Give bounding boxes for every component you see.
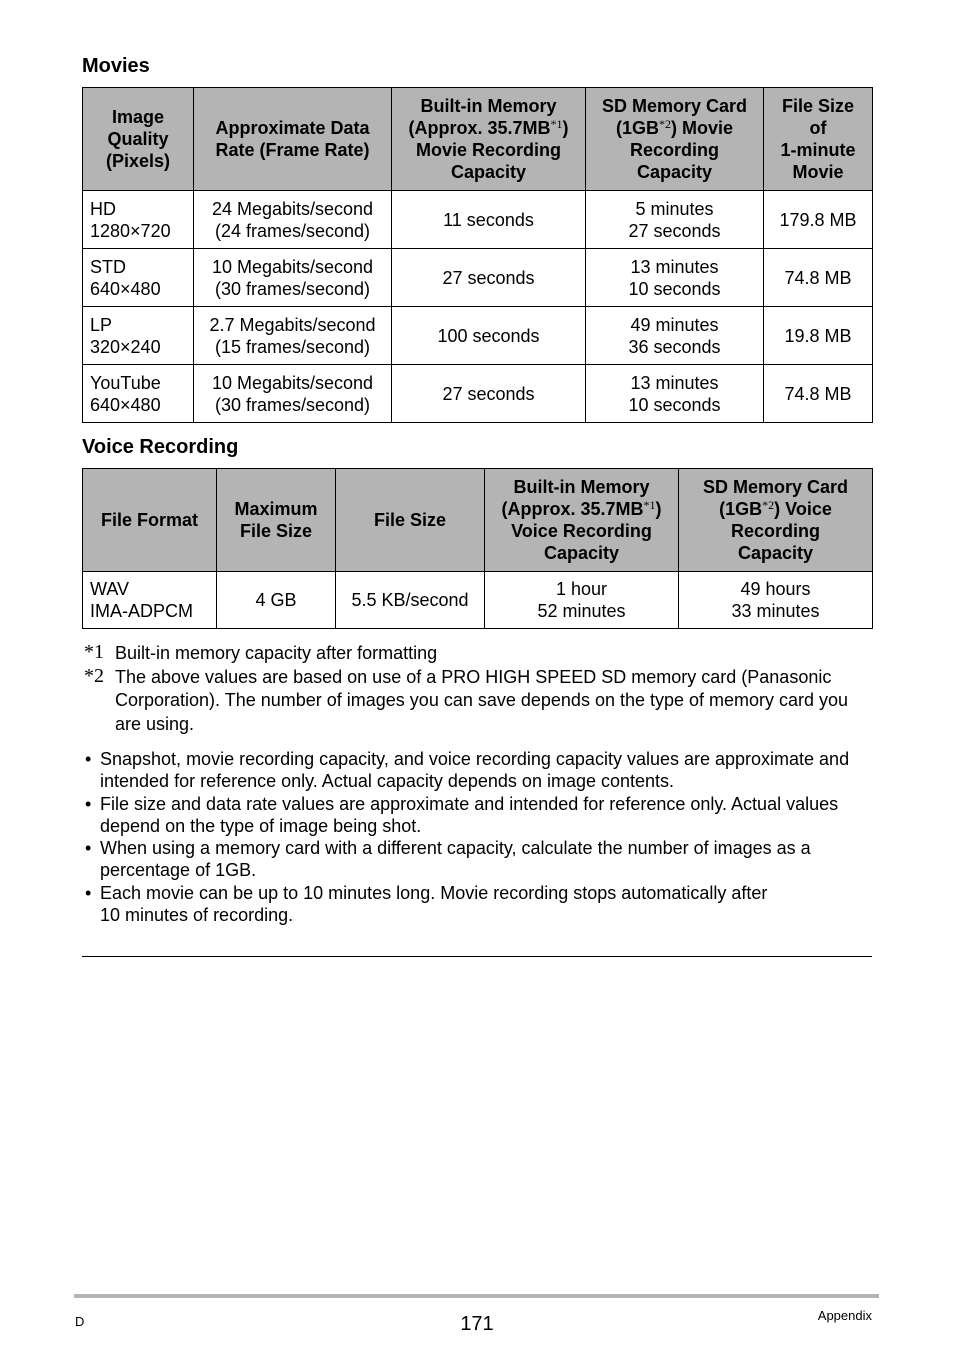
table-cell: 1 hour 52 minutes: [485, 572, 679, 629]
note-item: [82, 748, 872, 793]
page-number: 171: [460, 1313, 494, 1335]
table-cell: 74.8 MB: [764, 365, 873, 423]
column-header-text: SD Memory Card (1GB: [702, 477, 849, 519]
movies-table-body: [83, 191, 873, 423]
table-cell: YouTube 640×480: [83, 365, 194, 423]
column-header-text: ) Movie Recording Capacity: [415, 118, 569, 182]
bullet-icon: •: [85, 749, 92, 769]
column-header: Approximate Data Rate (Frame Rate): [194, 88, 392, 191]
movies-table-header: [83, 88, 873, 191]
bullet-icon: •: [85, 838, 92, 859]
table-cell: 5 minutes 27 seconds: [586, 191, 764, 249]
voice-table-header: [83, 469, 873, 572]
movie-mode-row: [83, 365, 873, 423]
footnote-reference: *1: [643, 498, 656, 512]
table-cell: LP 320×240: [83, 307, 194, 365]
movies-section-title: Movies: [82, 55, 150, 77]
voice-recording-section-title: Voice Recording: [82, 436, 239, 458]
table-cell: 10 Megabits/second (30 frames/second): [194, 365, 392, 423]
table-cell: STD 640×480: [83, 249, 194, 307]
voice-table-body: [83, 572, 873, 629]
table-cell: 13 minutes 10 seconds: [586, 249, 764, 307]
table-cell: 19.8 MB: [764, 307, 873, 365]
note-text: When using a memory card with a different capacity, calculate the number of images as a percentage of 1GB.: [100, 838, 811, 881]
table-cell: 74.8 MB: [764, 249, 873, 307]
movie-mode-row: [83, 249, 873, 307]
column-header: [485, 469, 679, 572]
table-cell: 5.5 KB/second: [336, 572, 485, 629]
column-header-text: Built-in Memory (Approx. 35.7MB: [408, 96, 557, 138]
note-text: File size and data rate values are approximate and intended for reference only. Actual values depend on the type of image being shot.: [100, 793, 839, 836]
column-header: File Size of 1-minute Movie: [764, 88, 873, 191]
note-item: [82, 837, 872, 882]
table-cell: 49 hours 33 minutes: [679, 572, 873, 629]
table-cell: 2.7 Megabits/second (15 frames/second): [194, 307, 392, 365]
table-cell: HD 1280×720: [83, 191, 194, 249]
table-cell: 49 minutes 36 seconds: [586, 307, 764, 365]
footnote-text: The above values are based on use of a PRO HIGH SPEED SD memory card (Panasonic Corporation). The number of images you can save depends on the type of memory card you are using.: [115, 666, 849, 734]
column-header-text: SD Memory Card (1GB: [601, 96, 748, 138]
footer-section-label: Appendix: [817, 1308, 872, 1323]
column-header-text: ) Movie Recording Capacity: [629, 118, 734, 182]
bullet-icon: •: [85, 793, 92, 814]
footer-language-code: D: [75, 1314, 85, 1329]
column-header-text: Built-in Memory (Approx. 35.7MB: [501, 477, 650, 519]
table-cell: 11 seconds: [392, 191, 586, 249]
footnote-1: [82, 642, 872, 666]
movie-mode-row: [83, 307, 873, 365]
footnote-text: Built-in memory capacity after formatting: [115, 643, 438, 663]
column-header: Image Quality (Pixels): [83, 88, 194, 191]
table-cell: 179.8 MB: [764, 191, 873, 249]
column-header: File Format: [83, 469, 217, 572]
table-cell: 4 GB: [217, 572, 336, 629]
movies-capacity-table: [82, 87, 873, 423]
table-cell: 27 seconds: [392, 365, 586, 423]
header-row: [83, 469, 873, 572]
column-header: [392, 88, 586, 191]
header-row: [83, 88, 873, 191]
note-text: Snapshot, movie recording capacity, and voice recording capacity values are approximate and intended for reference only. Actual capacity depends on image contents.: [100, 749, 850, 792]
bullet-icon: •: [85, 882, 92, 903]
footer-divider: [74, 1294, 879, 1298]
footnote-2: [82, 666, 872, 737]
column-header: [679, 469, 873, 572]
column-header: Maximum File Size: [217, 469, 336, 572]
movie-mode-row: [83, 191, 873, 249]
note-item: [82, 793, 872, 838]
footnote-reference: *2: [659, 117, 671, 131]
table-cell: 13 minutes 10 seconds: [586, 365, 764, 423]
notes-list: [82, 748, 872, 926]
voice-format-row: [83, 572, 873, 629]
voice-recording-capacity-table: [82, 468, 873, 629]
footnote-marker: *1: [84, 641, 104, 663]
table-cell: 100 seconds: [392, 307, 586, 365]
section-end-divider: [82, 956, 872, 957]
column-header: File Size: [336, 469, 485, 572]
footnote-reference: *1: [550, 117, 563, 131]
column-header: [586, 88, 764, 191]
table-cell: WAV IMA-ADPCM: [83, 572, 217, 629]
column-header-text: ) Voice Recording Capacity: [730, 499, 832, 563]
column-header-text: ) Voice Recording Capacity: [511, 499, 662, 563]
table-cell: 10 Megabits/second (30 frames/second): [194, 249, 392, 307]
table-cell: 24 Megabits/second (24 frames/second): [194, 191, 392, 249]
footnote-reference: *2: [762, 498, 775, 512]
note-item: [82, 882, 872, 927]
table-cell: 27 seconds: [392, 249, 586, 307]
footnote-marker: *2: [84, 664, 104, 687]
footnotes: [82, 642, 872, 736]
note-text: Each movie can be up to 10 minutes long. Movie recording stops automatically after 10 minutes of recording.: [100, 882, 768, 926]
